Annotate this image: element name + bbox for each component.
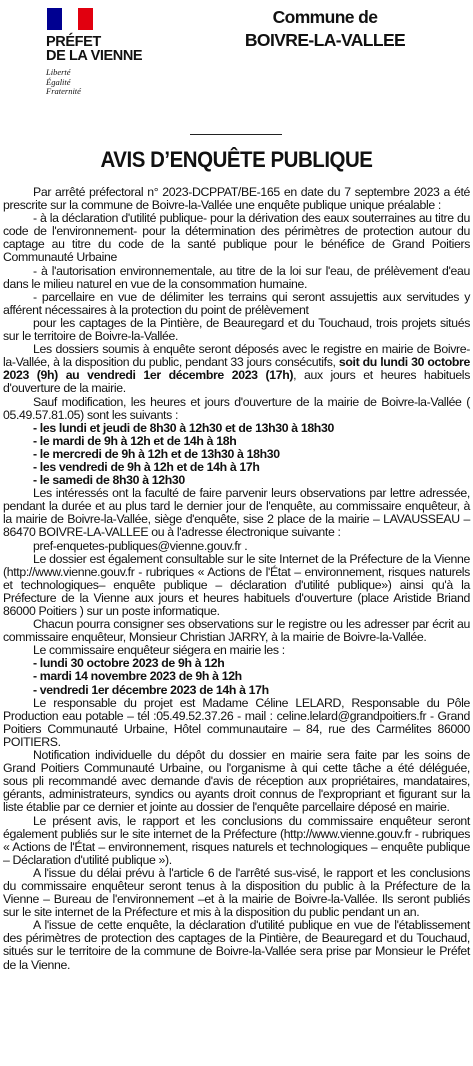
- permanences-list: [3, 657, 470, 696]
- flag-blue-band: [47, 8, 62, 30]
- commune-header: [190, 6, 460, 52]
- responsable-paragraph: Le responsable du projet est Madame Céline LELARD, Responsable du Pôle Production eau potable – tél :05.49.52.37.26 - mail : celine.lelard@grandpoitiers.fr - Grand Poitiers Communauté Urbaine, Hôtel communautaire – 84, rue des Carmélites 86000 POITIERS.: [3, 695, 470, 749]
- email-address: pref-enquetes-publiques@vienne.gouv.fr .: [33, 538, 248, 553]
- motto-egalite: Égalité: [46, 76, 71, 87]
- prefet-line2: DE LA VIENNE: [46, 48, 143, 64]
- flag-red-band: [78, 8, 93, 30]
- prefet-line1: PRÉFET: [46, 34, 101, 50]
- commune-line1: Commune de: [272, 7, 378, 27]
- dossiers-text-b: , aux jours et heures habituels d'ouverture de la mairie.: [3, 368, 470, 396]
- purpose-item-3: - parcellaire en vue de délimiter les terrains qui seront assujettis aux servitudes y afférent nécessaires à la protection du point de prélèvement: [3, 289, 470, 317]
- dossiers-text-a: Les dossiers soumis à enquête seront déposés avec le registre en mairie de Boivre-la-Vallée, à la disposition du public, pendant 33 jours consécutifs,: [3, 342, 470, 370]
- purpose-item-1: - à la déclaration d'utilité publique- pour la dérivation des eaux souterraines au titre du code de l'environnement- pour la détermination des périmètres de protection autour du captage au titre du code de la santé publique pour le bénéfice de Grand Poitiers Communauté Urbaine: [3, 211, 470, 265]
- flag-white-band: [62, 8, 77, 30]
- permanence-item: - lundi 30 octobre 2023 de 9h à 12h: [33, 656, 225, 671]
- permanences-intro: Le commissaire enquêteur siégera en mairie les :: [33, 643, 285, 658]
- intro-paragraph: Par arrêté préfectoral n° 2023-DCPPAT/BE-165 en date du 7 septembre 2023 a été prescrite sur la commune de Boivre-la-Vallée une enquête publique unique préalable :: [3, 185, 470, 213]
- final-paragraph: A l'issue de cette enquête, la déclaration d'utilité publique en vue de l'établissement des périmètres de protection des captages de la Pintière, de Beauregard et du Touchaud, situés sur le territoire de la commune de Boivre-la-Vallée sera prise par Monsieur le Préfet de la Vienne.: [3, 918, 470, 972]
- permanence-item: - vendredi 1er décembre 2023 de 14h à 17h: [33, 682, 269, 697]
- issue-paragraph: A l'issue du délai prévu à l'article 6 de l'arrêté sus-visé, le rapport et les conclusions du commissaire enquêteur seront tenus à la disposition du public à la Préfecture de la Vienne – Bureau de l'environnement –et à la mairie de Boivre-la-Vallée. Ils seront publiés sur le site internet de la Préfecture et mis à la disposition du public pendant un an.: [3, 865, 470, 920]
- opening-hours-intro: Sauf modification, les heures et jours d'ouverture de la mairie de Boivre-la-Vallée ( 05.49.57.81.05) sont les suivants :: [3, 394, 470, 422]
- opening-hours-list: [3, 422, 470, 487]
- registre-paragraph: Chacun pourra consigner ses observations sur le registre ou les adresser par écrit au commissaire enquêteur, Monsieur Christian JARRY, à la mairie de Boivre-la-Vallée.: [3, 617, 470, 645]
- hours-item: - le mercredi de 9h à 12h et de 13h30 à 18h30: [33, 446, 280, 461]
- internet-paragraph: Le dossier est également consultable sur le site Internet de la Préfecture de la Vienne (http://www.vienne.gouv.fr - rubriques « Actions de l'État – environnement, risques naturels et technologiques– enquête publique – déclaration d'utilité publique») ainsi qu'à la Préfecture de la Vienne aux jours et heures habituels d'ouverture (place Aristide Briand 86000 Poitiers ) sur un poste informatique.: [3, 551, 470, 618]
- notice-title: AVIS D’ENQUÊTE PUBLIQUE: [100, 147, 373, 172]
- republic-motto: [46, 68, 126, 97]
- dossiers-period: soit du lundi 30 octobre 2023 (9h) au vendredi 1er décembre 2023 (17h): [3, 355, 470, 383]
- hours-item: - les lundi et jeudi de 8h30 à 12h30 et de 13h30 à 18h30: [33, 420, 334, 435]
- hours-item: - les vendredi de 9h à 12h et de 14h à 17h: [33, 459, 260, 474]
- notification-paragraph: Notification individuelle du dépôt du dossier en mairie sera faite par les soins de Grand Poitiers Communauté Urbaine, ou l'organisme à qui cette tâche a été déléguée, sous pli recommandé avec demande d'avis de réception aux propriétaires, mandataires, gérants, administrateurs, syndics ou ayants droit connus de l'expropriant et figurant sur la liste établie par ce dernier et jointe au dossier de l'enquête parcellaire déposé en mairie.: [3, 748, 470, 815]
- publication-paragraph: Le présent avis, le rapport et les conclusions du commissaire enquêteur seront également publiés sur le site internet de la Préfecture (http://www.vienne.gouv.fr - rubriques « Actions de l'État – environnement, risques naturels et technologiques – enquête publique – Déclaration d'utilité publique »).: [3, 813, 470, 867]
- notice-body: [3, 186, 470, 972]
- commune-line2: BOIVRE-LA-VALLEE: [244, 30, 406, 50]
- prefet-logo: [46, 8, 143, 97]
- motto-fraternite: Fraternité: [46, 86, 81, 96]
- dossiers-paragraph: [3, 343, 470, 395]
- divider: [190, 134, 282, 135]
- observations-paragraph: Les intéressés ont la faculté de faire parvenir leurs observations par lettre adressée, pendant la durée et au plus tard le dernier jour de l'enquête, au commissaire enquêteur, à la mairie de Boivre-la-Vallée, siège d'enquête, sise 2 place de la mairie – LAVAUSSEAU – 86470 BOIVRE-LA-VALLEE ou à l'adresse électronique suivante :: [3, 486, 470, 540]
- purpose-item-2: - à l'autorisation environnementale, au titre de la loi sur l'eau, de prélèvement d'eau dans le milieu naturel en vue de la consommation humaine.: [3, 263, 470, 291]
- permanence-item: - mardi 14 novembre 2023 de 9h à 12h: [33, 669, 242, 684]
- hours-item: - le mardi de 9h à 12h et de 14h à 18h: [33, 433, 237, 448]
- motto-liberte: Liberté: [46, 67, 71, 77]
- hours-item: - le samedi de 8h30 à 12h30: [33, 473, 185, 488]
- purpose-item-4: pour les captages de la Pintière, de Beauregard et du Touchaud, trois projets situés sur le territoire de Boivre-la-Vallée.: [3, 315, 470, 344]
- marianne-flag-icon: [47, 8, 93, 30]
- prefet-name: [46, 34, 143, 64]
